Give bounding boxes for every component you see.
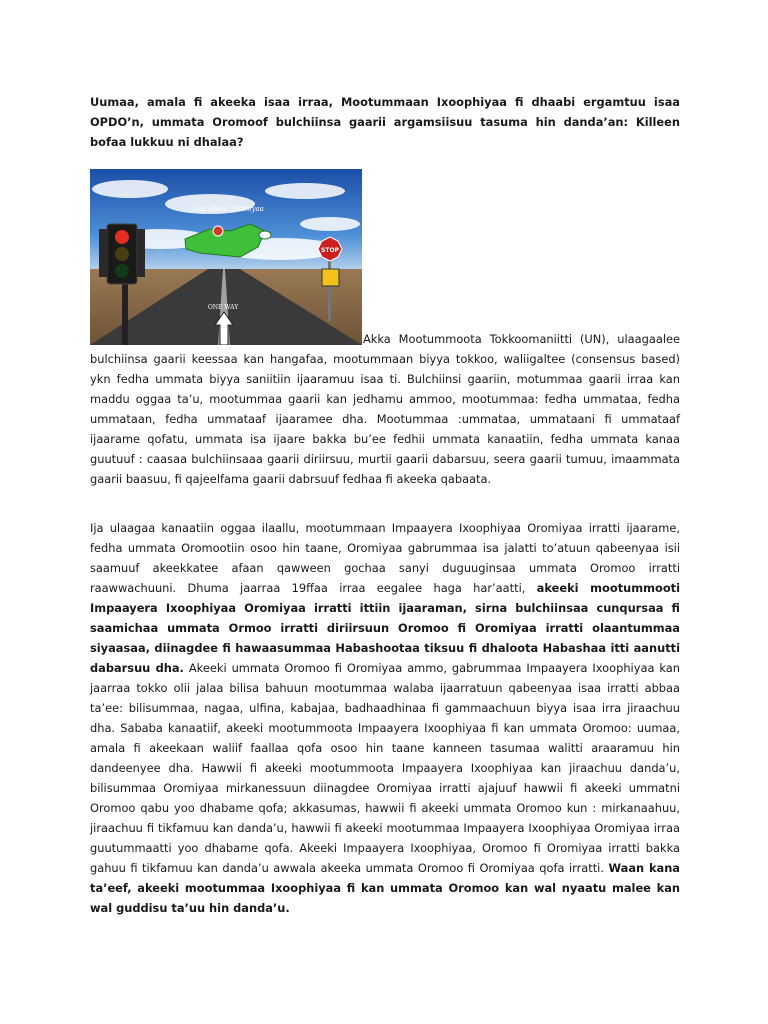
paragraph-2-text: Ija ulaagaa kanaatiin oggaa ilaallu, mootummaan Impaayera Ixoophiyaa Oromiyaa irratti ijaarame, fedha ummata Oromootiin osoo hin taane, Oromiyaa gabrummaa isa jalatti to’atuun qabeenyaa isii saamuuf akeekkatee afaan qawween gochaa sanyi duguuginsaa ummata Oromoo irratti raawwachuuni. Dhuma jaarraa 19ffaa irraa eegalee haga har’aatti, [90, 521, 680, 595]
paragraph-2 [90, 518, 680, 918]
svg-text:STOP: STOP [321, 247, 339, 254]
map-emblem [213, 226, 223, 236]
article-title: Uumaa, amala fi akeeka isaa irraa, Mootummaan Ixoophiyaa fi dhaabi ergamtuu isaa OPDO’n, ummata Oromoof bulchiinsa gaarii argamsiisuu tasuma hin danda’an: Killeen bofaa lukkuu ni dhalaa? [90, 95, 680, 149]
map-logo [259, 231, 271, 239]
paragraph-2-conclusion: Waan kana ta’eef, akeeki mootummaa Ixoophiyaa fi kan ummata Oromoo kan wal nyaatu malee kan wal guddisu ta’uu hin danda’u. [90, 861, 680, 915]
paragraph-2-emphasis: akeeki mootummooti Impaayera Ixoophiyaa Oromiyaa irratti ittiin ijaaraman, sirna bulchiinsaa cunqursaa fi saamichaa ummata Ormoo irratti diriirsuun Oromoo fi Oromiyaa irratti olaantummaa siyaasaa, diinagdee fi hawaasummaa Habashootaa tiksuu fi dhaloota Habashaa itti aanutti dabarsuu dha. [90, 581, 680, 675]
banner-text: God Bless Oromiyaa [192, 205, 264, 213]
road-illustration [90, 169, 362, 345]
paragraph-1-text: bulchiinsa gaarii keessaa kan hangafaa, mootummaan biyya tokkoo, waliigaltee (consensus based) ykn fedha ummata biyya saniitiin ijaaramuu isaa ti. Bulchiinsi gaariin, motummaa gaarii irraa kan maddu oggaa ta’u, mootummaa gaarii kan jedhamu ammoo, mootummaa: fedha ummataa, fedha ummataan, fedha ummataaf ijaaramee dha. Mootummaa :ummataa, ummataani fi ummataaf ijaarame qofatu, ummata isa ijaare bakka bu’ee fedhii ummata kanaatiin, fedha ummata kanaa guutuuf : caasaa bulchiinsaaa gaarii diriirsuu, murtii gaarii dabarsuu, seera gaarii tumuu, imaammata gaarii baasuu, fi qajeelfama gaarii dabrsuuf fedhaa fi akeeka qabaata. [90, 352, 680, 486]
paragraph-1-first-line: Akka Mootummoota Tokkoomaniitti (UN), ulaagaalee [363, 332, 680, 346]
paragraph-2-continued: Akeeki ummata Oromoo fi Oromiyaa ammo, gabrummaa Impaayera Ixoophiyaa kan jaarraa tokko olii jalaa bilisa bahuun mootummaa walaba ijaarratuun qabeenyaa isaa irratti abbaa ta’ee: bilisummaa, nagaa, ulfina, kabajaa, badhaadhinaa fi gammaachuun biyya isaa irra jiraachuu dha. Sababa kanaatiif, akeeki mootummoota Impaayera Ixoophiyaa fi kan ummata Oromoo: uumaa, amala fi akeekaan waliif faallaa qofa osoo hin taane kanneen tasumaa walitti araaramuu hin dandeenyee dha. Hawwii fi akeeki mootummoota Impaayera Ixoophiyaa kan jiraachuu danda’u, bilisummaa Oromiyaa mirkanessuun diinagdee Oromiyaa irratti ajajuuf hawwii fi akeeki ummatni Oromoo qabu yoo dhabame qofa; akkasumas, hawwii fi akeeki ummata Oromoo kun : mirkanaahuu, jiraachuu fi tikfamuu kan danda’u, hawwii fi akeeki mootummaa Impaayera Ixoophiyaa Oromiyaa irraa guutummaatti yoo dhabame qofa. Akeeki Impaayera Ixoophiyaa, Oromoo fi Oromiyaa irratti bakka gahuu fi tikfamuu kan danda’u awwala akeeka ummata Oromoo fi Oromiyaa qofa irratti. [90, 661, 680, 875]
paragraph-1 [90, 349, 680, 489]
road-label: ONE WAY [207, 304, 239, 311]
